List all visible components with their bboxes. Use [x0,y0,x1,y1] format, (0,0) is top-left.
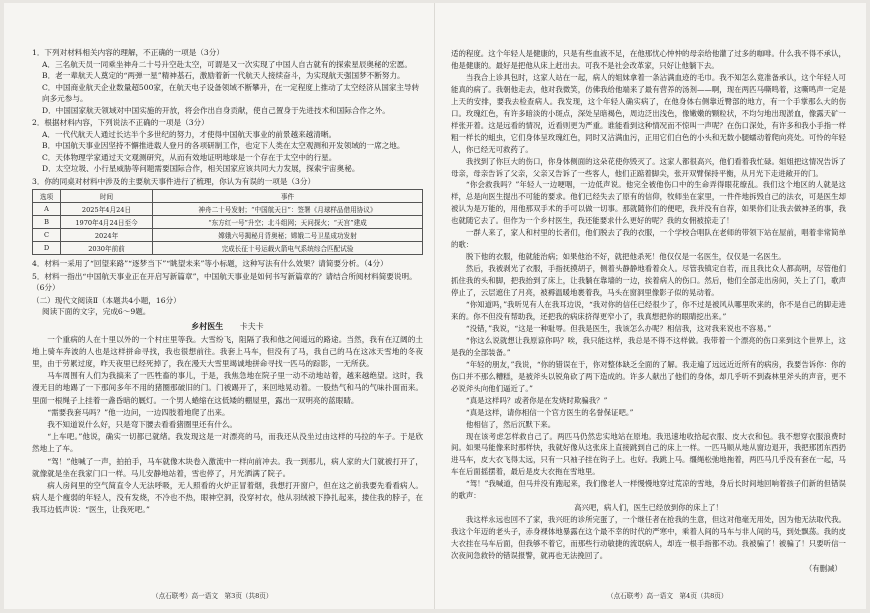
question-2 [32,117,423,175]
story-paragraph: “没错，”我说，“这是一种耻辱。但我是医生，我该怎么办呢？相信我，这对我来说也不容易。” [465,323,772,333]
table-row [33,216,423,229]
option-c: C．天体物理学家通过天文观测研究，从而有效地证明地球是一个存在于太空中的行星。 [42,152,337,162]
story-paragraph: 一个重病的人在十里以外的一个村庄里等我。大雪纷飞，阻隔了我和他之间遥远的路途。当然，我有在辽阔的土地上骑车奔波的人也是这样拼命寻找，我也很想前往。我套上马车，但没有了马，我自己的马在这冰天雪地的冬夜里，由于劳累过度，昨天夜里已经死掉了，我在漫天大雪里竭诚地拼命寻找一匹马的踪影，一无所获。 [32,334,423,368]
story-paragraph: “年轻的朋友，”我说，“你的错误在于，你对整体缺乏全面的了解。我走遍了远远近近所有的病房，我要告诉你：你的伤口并不那么糟糕，是被斧头以锐角砍了两下造成的。许多人献出了他们的身体，却几乎听不到森林里斧头的声音，更不必说斧头向他们逼近了。” [451,359,846,393]
table-row [33,242,423,255]
page-footer: （点石联考）高一语文 第3页（共8页） [152,592,273,600]
table-row [33,203,423,216]
story-paragraph: 适的程度。这个年轻人是健康的，只是有些血液不足，在他那忧心忡忡的母亲给他灌了过多的咖啡。什么我不得不承认，他是健康的。最好是把他从床上赶出去。可我不是社会改革家，只好让他躺下去。 [451,49,846,70]
story-paragraph: 现在该考虑怎样救自己了。两匹马仍然忠实地站在原地。我迅速地收拾起衣服、皮大衣和包。我不想穿衣服浪费时间。如果马能像来时那样快，我就好像从这张床上直接跳到自己的床上一样。一匹马顺从地从窗边退开，我把那团东西扔进马车，皮大衣飞得太远，只有一只袖子挂在钩子上。也好。我跳上马。缰绳松弛地拖着，两匹马几乎没有套在一起，马车在后面摇摆着，最后是皮大衣拖在雪地里。 [451,431,846,477]
option-b: B．老一辈航天人奠定的“两弹一星”精神基石，激励着新一代航天人接续奋斗，为实现航天强国梦不断努力。 [42,71,405,80]
story-paragraph: 一群人来了，家人和村里的长者们，他们脱去了我的衣服，一个学校合唱队在老师的带领下站在屋前，唱着非常简单的歌： [451,228,846,250]
story-paragraph: “你会救我吗？”年轻人一边哽咽，一边低声说。他完全被他伤口中的生命弄得眼花缭乱。我们这个地区的人就是这样，总是向医生提出不可能的要求。他们已经失去了原有的信仰，牧师坐在家里，一件件地拆毁自己的法衣，可是医生却被认为是万能的，用他那双手术的手可以做一切事。那就随你们的便吧，我并没有自荐，如果你们让我去做神圣的事，我也就随它去了。但作为一个乡村医生，我还能要求什么更好的呢？我的女佣被掠走了！ [451,180,846,226]
story-paragraph: “你这么说就想让我原谅你吗？唉，我只能这样，我总是不得不这样做。我带着一个漂亮的伤口来到这个世界上，这是我的全部装备。” [451,335,846,357]
story-paragraph: 当我合上诊具包时，这家人站在一起，病人的姐妹拿着一条沾满血迹的毛巾。我不知怎么竟准备承认，这个年轻人可能真的病了。我朝他走去，他对我微笑，仿佛我给他端来了最有营养的汤剂——啊，现在两匹马嘶鸣着，这嘶鸣声一定是上天的安排，要我去检查病人。我发现，这个年轻人确实病了，在他身体右侧靠近臀部的地方，有一个手掌那么大的伤口。玫瑰红色，有许多暗淡的小斑点，深处呈暗褐色，周边泛出浅色，像嫩嫩的颗粒状，不均匀地出现淤血，像露天矿一样张开着。这是远看的情况，近看则更为严重。谁能看到这种情况而不惊叫一声呢？在伤口深处，有许多和我小手指一样粗一样长的蛆虫，它们身体呈玫瑰红色，同时又沾满血污，正用它们白色的小头和无数小腿蠕动着爬向亮处。可怜的年轻人，你已经无可救药了。 [451,72,846,154]
question-4: 4．材料一采用了“回望来路”“逐梦当下”“眺望未来”等小标题，这种写法有什么效果？请简要分析。（4分） [32,259,388,268]
story-paragraph: “你知道吗，”我听见有人在我耳边说，“我对你的信任已经很少了，你不过是被风从哪里吹来的，你不是自己的脚走进来的。你不但没有帮助我，还把我的病床挤得更窄小了，我真想把你的眼睛挖出来。” [451,300,846,321]
left-page-content [32,47,423,517]
story-paragraph: 我找到了你巨大的伤口，你身体侧面的这朵花使你毁灭了。这家人都很高兴，他们看着我忙碌。姐姐把这情况告诉了母亲，母亲告诉了父亲，父亲又告诉了一些客人，他们正踮着脚尖，张开双臂保持平衡，从月光下走进敞开的门。 [451,156,846,178]
story-paragraph: “上车吧。”他说，确实一切都已就绪。我发现这是一对漂亮的马，而我还从没坐过由这样的马拉的车子。于是欣然地上了车。 [32,432,423,454]
table-cell: 2025年4月24日 [61,203,153,216]
table-cell: 神舟二十号发射；“中国航天日”：签署《月球样品借用协议》 [153,203,423,216]
option-b: B．中国航天事业因坚持不懈推进载人登月的各项研制工作，也定下人类在太空观测和开发领域的一席之地。 [42,141,405,150]
table-cell: D [33,242,61,255]
question-stem: 2．根据材料内容，下列说法不正确的一项是（3分） [32,118,209,127]
story-paragraph: 然后，我被剥光了衣服，手指抚摸胡子，侧着头静静地看着众人。尽管我镇定自若，而且我比众人都高明，尽管他们抓住我的头和脚，把我抬到了床上，让我躺在靠墙的一边，挨着病人的伤口。然后，他们全部走出房间，关上了门，歌声停止了，云层遮住了月亮，被褥温暖地裹着我，马头在窗洞里像影子似的晃动着。 [451,264,846,298]
option-d: D．中国国家航天领域对中国实施的开放，将会作出自身贡献，使自己置身于先进技术和国际合作之外。 [42,105,390,115]
option-a: A．一代代航天人通过长达半个多世纪的努力，才使得中国航天事业的前景越来越清晰。 [42,129,337,139]
question-1 [32,47,423,116]
story-paragraph: 马车周围有人们为我搞来了一匹牲畜的事儿，于是，我焦急地在院子里一动不动地站着，越来越绝望。这时，我漫无目的地踢了一下那间多年不用的猪圈那破旧的门。门被踢开了，来回地晃动着。一股热气和马的气味扑面而来。里面一根绳子上挂着一盏昏暗的厩灯。一个男人蜷缩在这低矮的棚屋里，露出一双明亮的蓝眼睛。 [32,371,423,405]
story-paragraph: “驾！”我喊道，但马并没有跑起来，我们像老人一样慢慢地穿过荒凉的雪地，身后长时间地回响着孩子们新的但错误的歌声： [451,479,846,501]
source-note: （有删减） [804,563,842,573]
option-a: A．三名航天员一同乘坐神舟二十号升空赴太空，可谓是又一次实现了中国人自古就有的探索星辰奥秘的宏愿。 [42,59,412,69]
table-header: 时间 [61,190,153,203]
exam-sheet [4,3,866,609]
story-paragraph: 我不知道说什么好，只是弯下腰去看看猪圈里还有什么。 [47,419,238,429]
story-paragraph: “真是这样，请你相信一个官方医生的名誉保证吧。” [465,407,634,417]
story-paragraph: 我这样永远也回不了家，我兴旺的诊所完蛋了，一个继任者在抢我的生意，但这对他毫无用处，因为他无法取代我。我这个年迈的老头子，赤身裸体地暴露在这个最不幸的时代的严寒中，乘着人间的马车与非人间的马，到处飘荡。我的皮大衣挂在马车后面，但我够不着它，而那些行动敏捷的流氓病人，却连一根手指都不动。我被骗了！被骗了！只要听信一次夜间急救铃的错误报警，就再也无法挽回了。 [451,515,846,561]
story-paragraph: “需要我套马吗？”他一边问，一边四肢着地爬了出来。 [47,407,230,417]
table-cell: 2030年前前 [61,242,153,255]
table-cell: 嫦娥六号揭秘月背奥秘；嫦娥二号卫星成功发射 [153,229,423,242]
story-paragraph: 他相信了，然后沉默下来。 [465,419,556,429]
page-footer: （点石联考）高一语文 第4页（共8页） [607,592,728,600]
table-header-row [33,190,423,203]
question-3 [32,176,423,188]
story-paragraph: “真是这样吗？或者你是在发烧时欺骗我？” [465,395,608,405]
story-song: 脱下他的衣服，他就能治病；如果他治不好，就把他杀死！他仅仅是一名医生，仅仅是一名医生。 [465,252,786,262]
story-author: 卡夫卡 [239,321,264,331]
section-intro: 阅读下面的文字，完成6～9题。 [42,307,151,316]
table-header: 事件 [153,190,423,203]
table-cell: 2024年 [61,229,153,242]
option-c: C．中国商业航天企业数量超500家，在航天电子设备领域不断攀升，在一定程度上推动了太空经济从国家主导转向多元参与。 [42,82,420,103]
table-cell: B [33,216,61,229]
table-cell: C [33,229,61,242]
story-paragraph: “驾！”他喊了一声，拍拍手，马车就像木块卷入激流中一样向前冲去。我一到那儿，病人家的大门就被打开了，就像就是坐在我家门口一样。马儿安静地站着，雪也停了，月光洒满了院子。 [32,456,423,478]
left-page [4,3,435,609]
events-table [32,189,423,255]
story-paragraph: 病人房间里的空气简直令人无法呼吸，无人照看的火炉正冒着烟，我想打开窗户，但在这之前我要先看看病人。病人是个瘦弱的年轻人，没有发烧，不冷也不热，眼神空洞，没穿衬衣，他从羽绒被下挣扎起来，搂住我的脖子，在我耳边低声说：“医生，让我死吧。” [32,480,423,515]
question-5: 5．材料一指出“中国航天事业正在开启写新篇章”，中国航天事业是如何书写新篇章的？请结合所阅材料简要说明。（6分） [32,271,417,292]
right-page [435,3,866,609]
table-header: 选项 [33,190,61,203]
option-d: D．太空垃圾、小行星威胁等问题需要国际合作，相关国家应该共同大力发展，探索宇宙奥秘。 [42,164,360,173]
section-header: （二）现代文阅读Ⅱ（本题共4小题，16分） [32,295,181,305]
table-cell: 完成长征十号运载火箭电气系统综合匹配试验 [153,242,423,255]
table-cell: “东方红一号”升空；北斗组网；天问探火；“天宫”建成 [153,216,423,229]
table-cell: A [33,203,61,216]
story-title-line [32,319,423,334]
story-title: 乡村医生 [191,320,224,331]
story-song: 高兴吧，病人们，医生已经放到你的床上了！ [574,503,723,513]
question-stem: 1．下列对材料相关内容的理解，不正确的一项是（3分） [32,48,224,57]
table-cell: 1970年4月24日至今 [61,216,153,229]
right-page-content [451,48,846,576]
table-row [33,229,423,242]
question-stem: 3．你的同桌对材料中涉及的主要航天事件进行了梳理，你认为有误的一项是（3分） [32,176,316,186]
